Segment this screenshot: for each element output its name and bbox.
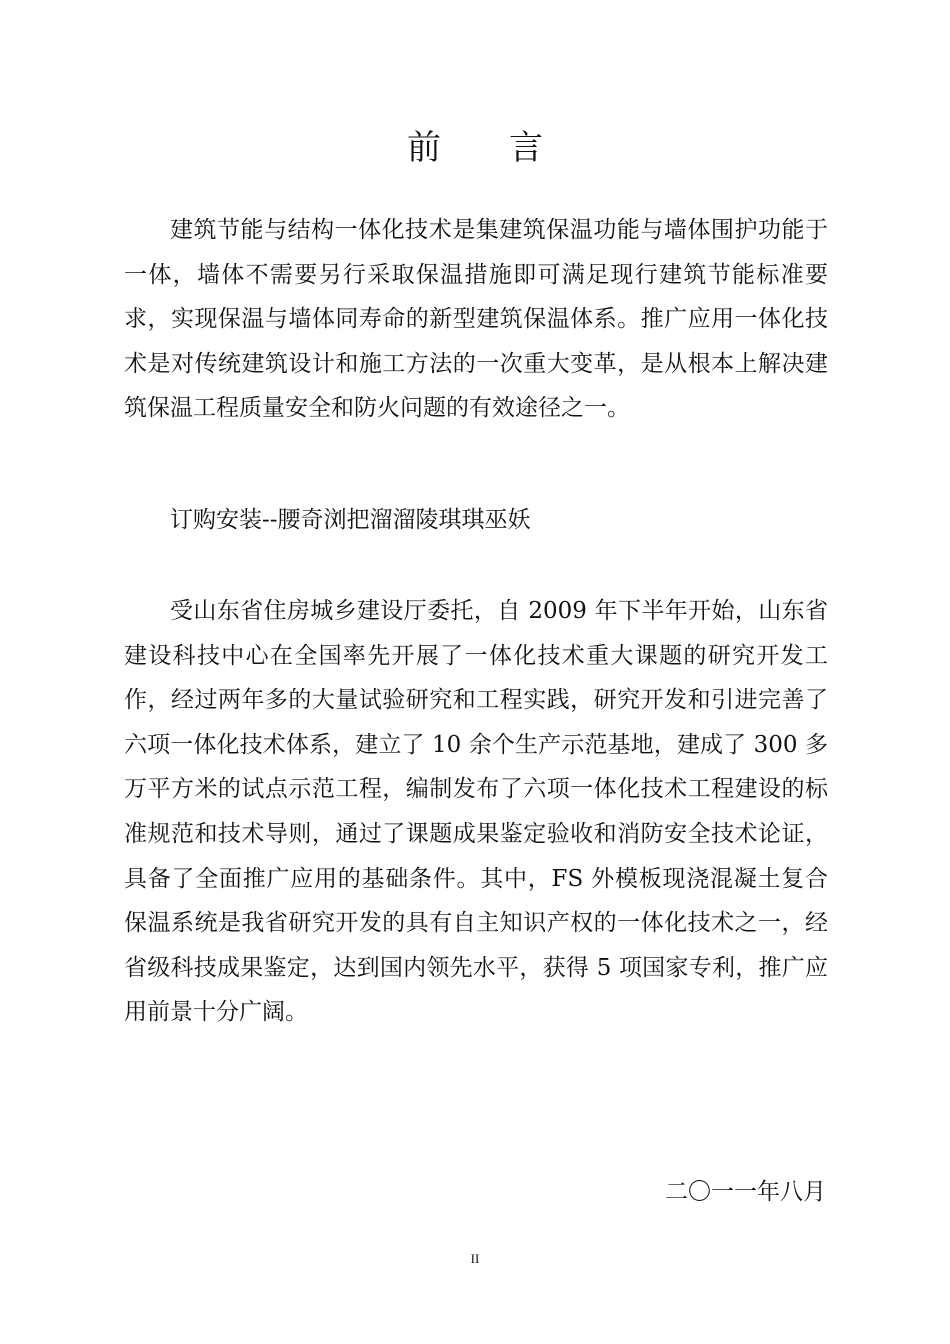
paragraph-order-note: 订购安装--腰奇浏把溜溜陵琪琪巫妖 [170,507,531,533]
paragraph-block-2 [124,498,828,543]
paragraph-block-1 [124,208,828,431]
paragraph-intro: 建筑节能与结构一体化技术是集建筑保温功能与墙体围护功能于一体，墙体不需要另行采取保温措施即可满足现行建筑节能标准要求，实现保温与墙体同寿命的新型建筑保温体系。推广应用一体化技术是对传统建筑设计和施工方法的一次重大变革，是从根本上解决建筑保温工程质量安全和防火问题的有效途径之一。 [124,217,828,422]
paragraph-block-3 [124,589,828,1035]
paragraph-background: 受山东省住房城乡建设厅委托，自 2009 年下半年开始，山东省建设科技中心在全国率先开展了一体化技术重大课题的研究开发工作，经过两年多的大量试验研究和工程实践，研究开发和引进完善了六项一体化技术体系，建立了 10 余个生产示范基地，建成了 300 多万平方米的试点示范工程，编制发布了六项一体化技术工程建设的标准规范和技术导则，通过了课题成果鉴定验收和消防安全技术论证，具备了全面推广应用的基础条件。其中，FS 外模板现浇混凝土复合保温系统是我省研究开发的具有自主知识产权的一体化技术之一，经省级科技成果鉴定，达到国内领先水平，获得 5 项国家专利，推广应用前景十分广阔。 [124,598,828,1026]
title-char-2: 言 [509,128,543,168]
page-title [0,124,950,172]
document-date: 二〇一一年八月 [665,1179,826,1205]
title-char-1: 前 [407,128,441,168]
page-number: II [470,1251,480,1266]
